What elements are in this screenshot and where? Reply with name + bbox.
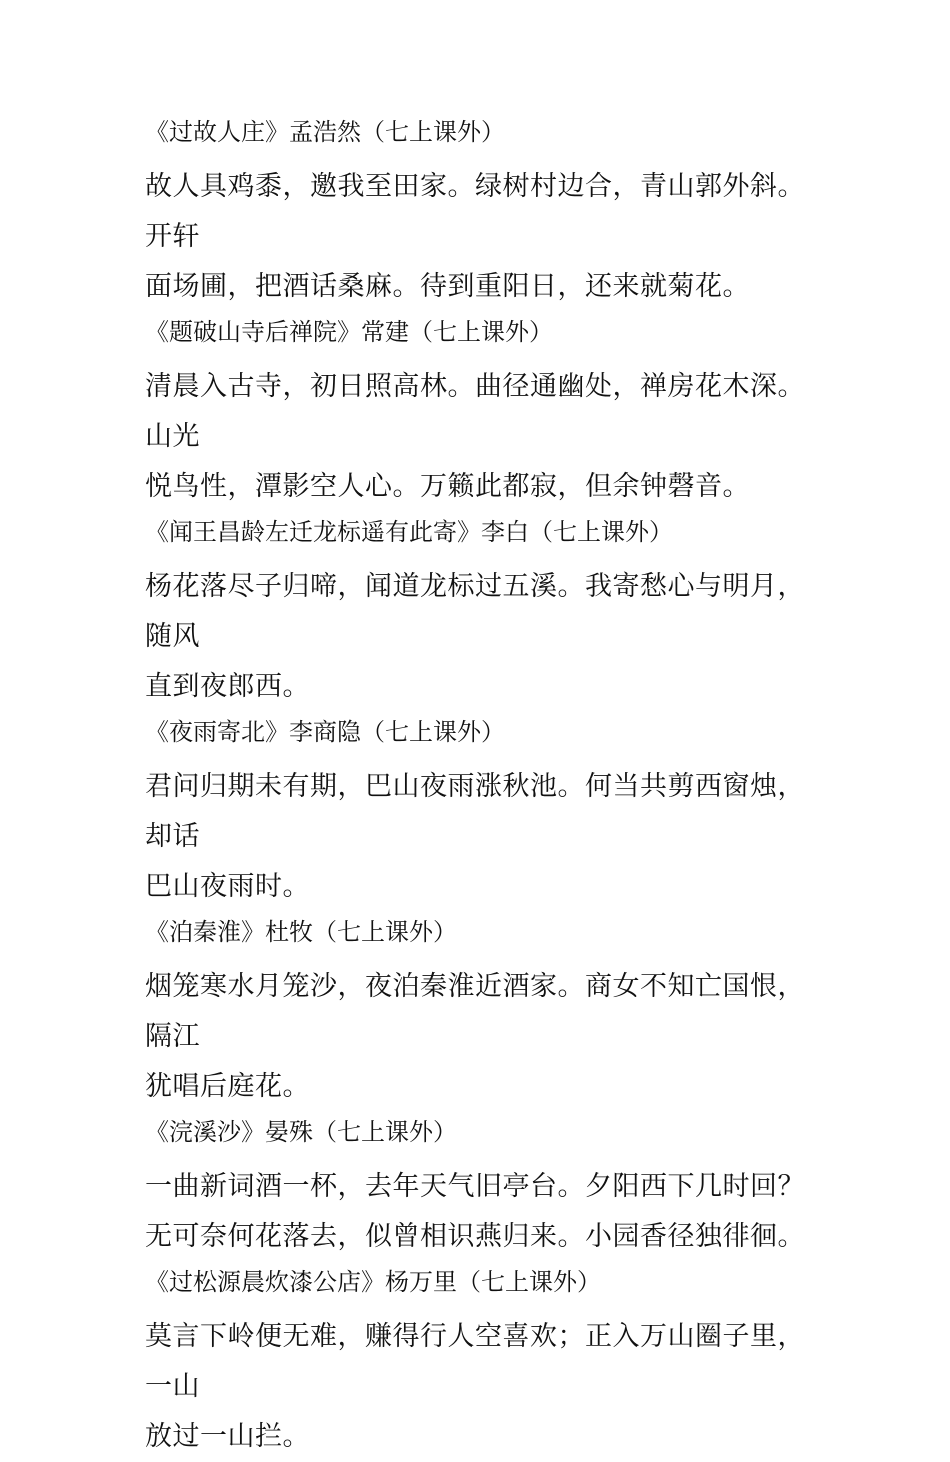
poem-title: 《夜雨寄北》李商隐（七上课外） [145,718,505,746]
poem-wen-wang-chang-ling [145,512,815,712]
poem-title: 《过松源晨炊漆公店》杨万里（七上课外） [145,1268,601,1296]
poem-title: 《题破山寺后禅院》常建（七上课外） [145,318,553,346]
poem-body-line: 故人具鸡黍，邀我至田家。绿树村边合，青山郭外斜。开轩 [145,171,805,252]
poem-title: 《过故人庄》孟浩然（七上课外） [145,118,505,146]
poem-bo-qin-huai [145,912,815,1112]
poem-huan-xi-sha [145,1112,815,1262]
poem-body-line: 一曲新词酒一杯，去年天气旧亭台。夕阳西下几时回？ [145,1171,805,1202]
poem-body-line: 犹唱后庭花。 [145,1071,310,1102]
poem-body-line: 清晨入古寺，初日照高林。曲径通幽处，禅房花木深。山光 [145,371,805,452]
poem-guo-gu-ren-zhuang [145,112,815,312]
poem-body-line: 莫言下岭便无难，赚得行人空喜欢；正入万山圈子里，一山 [145,1321,805,1402]
poem-body-line: 悦鸟性，潭影空人心。万籁此都寂，但余钟磬音。 [145,471,750,502]
poem-body-line: 烟笼寒水月笼沙，夜泊秦淮近酒家。商女不知亡国恨，隔江 [145,971,805,1052]
poem-title: 《浣溪沙》晏殊（七上课外） [145,1118,457,1146]
poem-body-line: 巴山夜雨时。 [145,871,310,902]
poem-title: 《闻王昌龄左迁龙标遥有此寄》李白（七上课外） [145,518,673,546]
poem-body-line: 直到夜郎西。 [145,671,310,702]
poem-body-line: 面场圃，把酒话桑麻。待到重阳日，还来就菊花。 [145,271,750,302]
poem-guo-song-yuan [145,1262,815,1462]
poem-body-line: 无可奈何花落去，似曾相识燕归来。小园香径独徘徊。 [145,1221,805,1252]
poem-body-line: 杨花落尽子归啼，闻道龙标过五溪。我寄愁心与明月，随风 [145,571,805,652]
document-page [145,112,815,1462]
poem-body-line: 君问归期未有期，巴山夜雨涨秋池。何当共剪西窗烛，却话 [145,771,805,852]
poem-body-line: 放过一山拦。 [145,1421,310,1452]
poem-ti-po-shan-si [145,312,815,512]
poem-title: 《泊秦淮》杜牧（七上课外） [145,918,457,946]
poem-ye-yu-ji-bei [145,712,815,912]
